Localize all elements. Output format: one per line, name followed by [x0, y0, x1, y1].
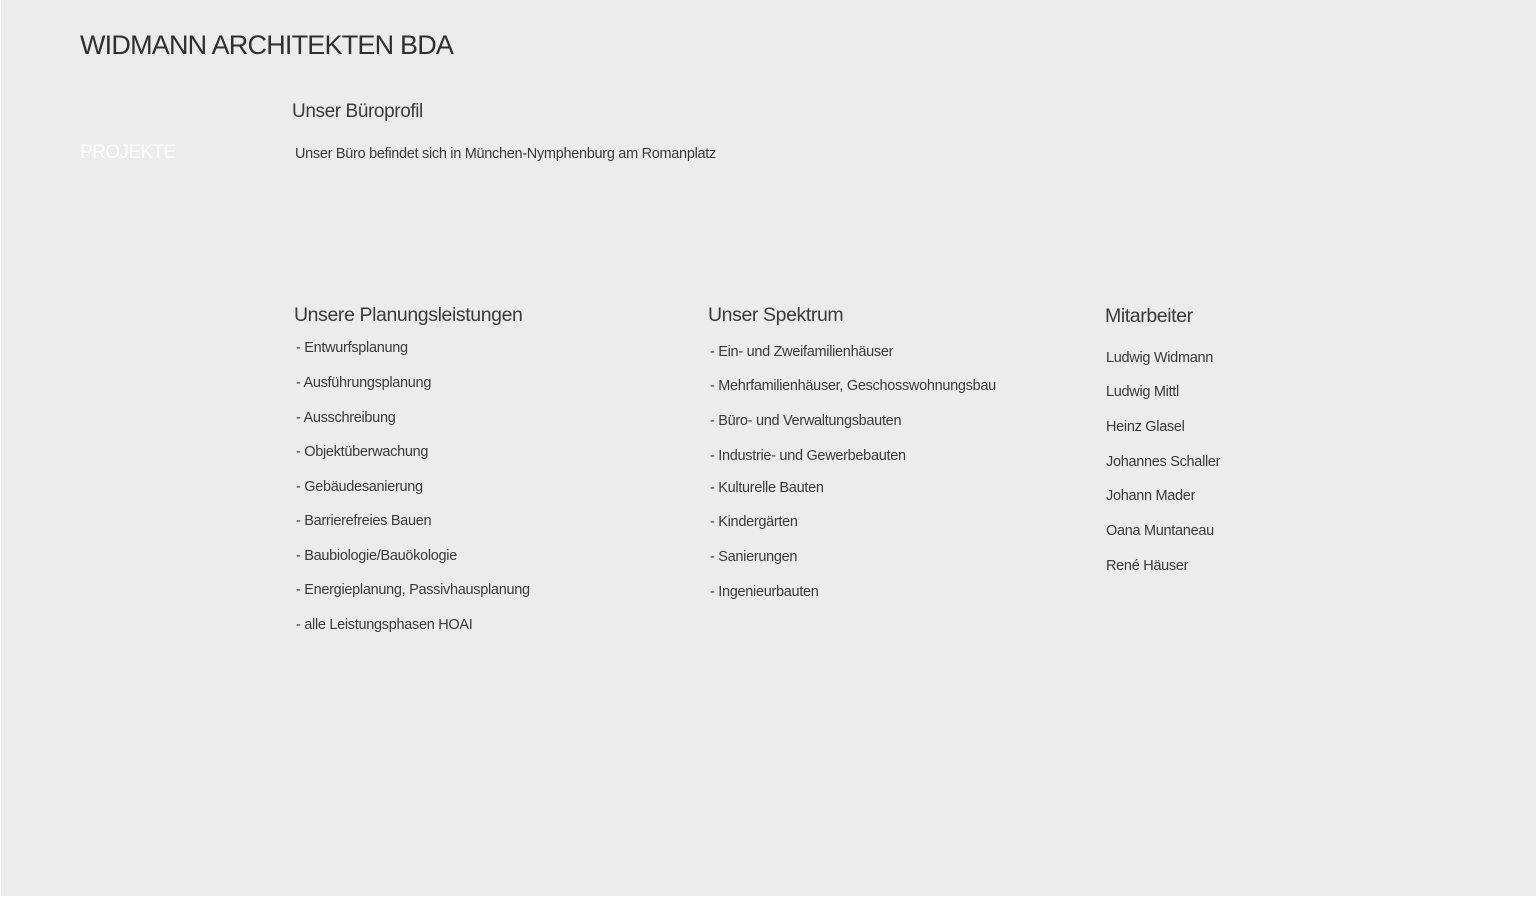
spektrum-heading: Unser Spektrum [708, 304, 844, 326]
list-item: - Energieplanung, Passivhausplanung [296, 582, 530, 598]
list-item: - Objektüberwachung [296, 444, 429, 460]
mitarbeiter-section [1105, 305, 1221, 574]
list-item: Johannes Schaller [1106, 454, 1221, 470]
list-item: - Büro- und Verwaltungsbauten [710, 413, 902, 429]
planungsleistungen-section [294, 304, 530, 633]
list-item: - alle Leistungsphasen HOAI [296, 617, 473, 633]
planungsleistungen-heading: Unsere Planungsleistungen [294, 304, 523, 326]
list-item: - Gebäudesanierung [296, 479, 423, 495]
list-item: - Ein- und Zweifamilienhäuser [710, 344, 894, 360]
list-item: René Häuser [1106, 558, 1189, 574]
profile-text: Unser Büro befindet sich in München-Nymphenburg am Romanplatz [295, 146, 716, 162]
spektrum-section [708, 304, 996, 600]
profile-heading: Unser Büroprofil [292, 101, 423, 122]
nav-link-projekte[interactable]: PROJEKTE [80, 142, 176, 163]
list-item: - Ausschreibung [296, 410, 396, 426]
list-item: Oana Muntaneau [1106, 523, 1214, 539]
list-item: - Kulturelle Bauten [710, 480, 824, 496]
list-item: Ludwig Mittl [1106, 384, 1179, 400]
list-item: - Ausführungsplanung [296, 375, 432, 391]
list-item: - Baubiologie/Bauökologie [296, 548, 457, 564]
mitarbeiter-heading: Mitarbeiter [1105, 305, 1193, 327]
list-item: Johann Mader [1106, 488, 1196, 504]
list-item: - Ingenieurbauten [710, 584, 819, 600]
site-title[interactable]: WIDMANN ARCHITEKTEN BDA [80, 30, 454, 60]
list-item: - Sanierungen [710, 549, 798, 565]
list-item: - Mehrfamilienhäuser, Geschosswohnungsbau [710, 378, 996, 394]
list-item: Ludwig Widmann [1106, 350, 1214, 366]
list-item: - Kindergärten [710, 514, 798, 530]
list-item: Heinz Glasel [1106, 419, 1185, 435]
page [1, 0, 1536, 896]
list-item: - Industrie- und Gewerbebauten [710, 448, 906, 464]
list-item: - Entwurfsplanung [296, 340, 408, 356]
list-item: - Barrierefreies Bauen [296, 513, 432, 529]
